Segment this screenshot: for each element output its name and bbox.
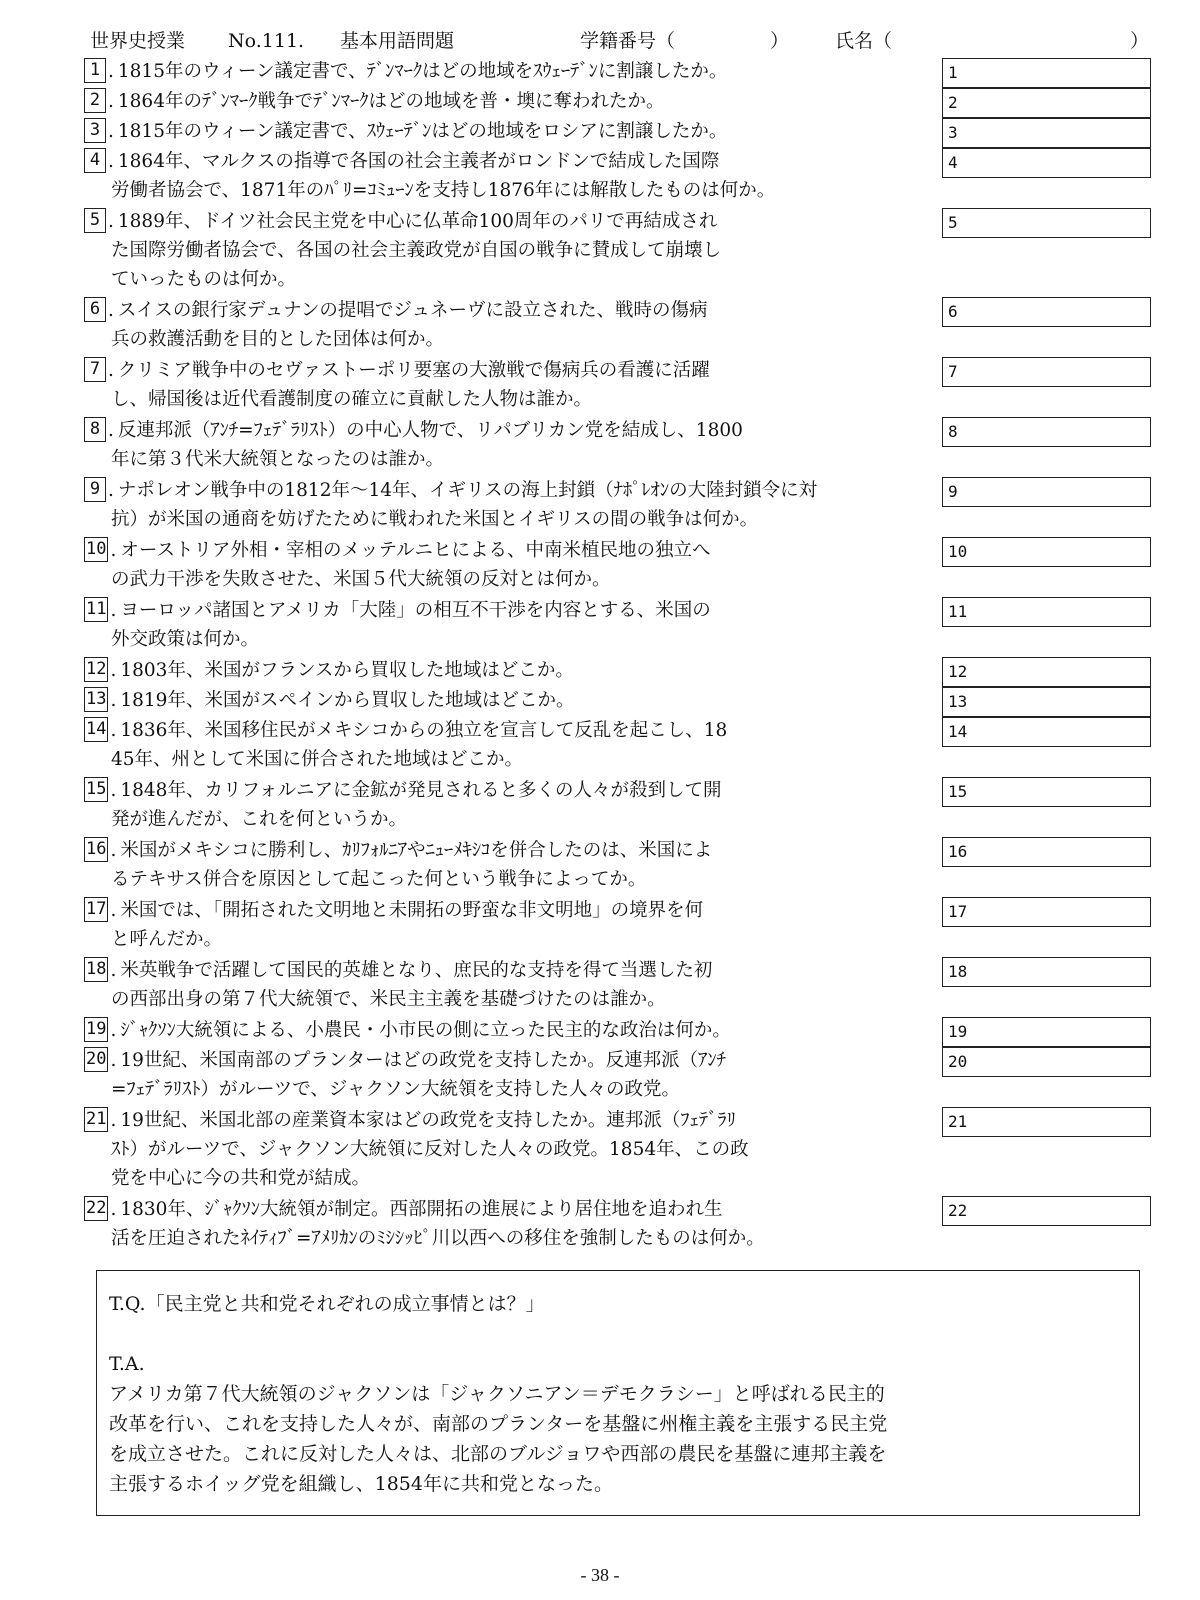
question-number: 5: [84, 208, 106, 233]
question-item: [84, 956, 712, 1014]
question-text: 1815年のウィーン議定書で、ｽｳｪｰﾃﾞﾝはどの地域をロシアに割譲したか。: [117, 121, 728, 142]
answer-box[interactable]: 8: [942, 417, 1151, 447]
course-title: 世界史授業: [90, 30, 186, 52]
question-item: [84, 356, 710, 414]
answer-box[interactable]: 15: [942, 777, 1151, 807]
question-item: [84, 57, 727, 86]
answer-box[interactable]: 5: [942, 208, 1151, 238]
question-number: 14: [84, 717, 108, 742]
question-text: るテキサス併合を原因として起こった何という戦争によってか。: [111, 869, 647, 890]
question-line: [84, 1075, 726, 1104]
tq-box: [96, 1270, 1140, 1516]
question-line: 15 . 1848年、カリフォルニアに金鉱が発見されると多くの人々が殺到して開: [86, 779, 722, 801]
question-text: 1848年、カリフォルニアに金鉱が発見されると多くの人々が殺到して開: [120, 780, 722, 801]
answer-box[interactable]: 1: [942, 58, 1151, 88]
question-text: ヨーロッパ諸国とアメリカ「大陸」の相互不干渉を内容とする、米国の: [120, 600, 711, 621]
answer-box[interactable]: 9: [942, 477, 1151, 507]
question-number: 15: [84, 777, 108, 802]
question-number: 1: [84, 58, 106, 83]
question-line: [84, 865, 712, 894]
question-line: 16 . 米国がメキシコに勝利し、ｶﾘﾌｫﾙﾆｱやﾆｭｰﾒｷｼｺを併合したのは、米国によ: [86, 839, 713, 861]
question-text: 年に第３代米大統領となったのは誰か。: [111, 449, 445, 470]
question-text: し、帰国後は近代看護制度の確立に貢献した人物は誰か。: [111, 389, 593, 410]
question-text: 労働者協会で、1871年のﾊﾟﾘ=ｺﾐｭｰﾝを支持し1876年には解散したものは何か。: [111, 180, 776, 201]
question-item: [84, 776, 722, 834]
question-item: [84, 207, 721, 294]
question-line: 19 . ｼﾞｬｸｿﾝ大統領による、小農民・小市民の側に立った民主的な政治は何か。: [86, 1019, 731, 1041]
question-text: クリミア戦争中のセヴァストーポリ要塞の大激戦で傷病兵の看護に活躍: [117, 360, 710, 381]
answer-box[interactable]: 3: [942, 118, 1151, 148]
question-item: [84, 296, 708, 354]
answer-box[interactable]: 14: [942, 717, 1151, 747]
answer-box[interactable]: 6: [942, 297, 1151, 327]
question-text: =ﾌｪﾃﾞﾗﾘｽﾄ）がルーツで、ジャクソン大統領を支持した人々の政党。: [111, 1079, 681, 1100]
question-number: 16: [84, 837, 108, 862]
question-line: [84, 1135, 749, 1164]
question-line: [84, 805, 722, 834]
question-item: [84, 87, 664, 116]
question-number: 20: [84, 1047, 108, 1072]
question-text: 1830年、ｼﾞｬｸｿﾝ大統領が制定。西部開拓の進展により居住地を追われ生: [120, 1199, 723, 1220]
question-text: 外交政策は何か。: [111, 629, 260, 650]
question-text: 19世紀、米国北部の産業資本家はどの政党を支持したか。連邦派（ﾌｪﾃﾞﾗﾘ: [120, 1110, 736, 1131]
question-line: 10 . オーストリア外相・宰相のメッテルニヒによる、中南米植民地の独立へ: [86, 539, 711, 561]
question-line: [84, 505, 817, 534]
answer-box[interactable]: 21: [942, 1107, 1151, 1137]
question-text: 45年、州として米国に併合された地域はどこか。: [111, 749, 524, 770]
question-line: 14 . 1836年、米国移住民がメキシコからの独立を宣言して反乱を起こし、18: [86, 719, 728, 741]
tq-answer-line: 改革を行い、これを支持した人々が、南部のプランターを基盤に州権主義を主張する民主党: [109, 1413, 888, 1435]
question-item: [84, 536, 711, 594]
question-number: 8: [84, 417, 106, 442]
question-line: [84, 925, 703, 954]
answer-box[interactable]: 22: [942, 1196, 1151, 1226]
question-line: 6 . スイスの銀行家デュナンの提唱でジュネーヴに設立された、戦時の傷病: [84, 296, 708, 325]
question-item: [84, 147, 775, 205]
answer-box[interactable]: 2: [942, 88, 1151, 118]
question-text: 1836年、米国移住民がメキシコからの独立を宣言して反乱を起こし、18: [120, 720, 728, 741]
question-line: 20 . 19世紀、米国南部のプランターはどの政党を支持したか。反連邦派（ｱﾝﾁ: [86, 1049, 726, 1071]
worksheet-header: [90, 26, 1150, 56]
question-line: 18 . 米英戦争で活躍して国民的英雄となり、庶民的な支持を得て当選した初: [86, 959, 713, 981]
student-id-label: 学籍番号（ ）: [580, 30, 790, 52]
question-text: ていったものは何か。: [111, 269, 297, 290]
question-item: [84, 596, 711, 654]
question-text: オーストリア外相・宰相のメッテルニヒによる、中南米植民地の独立へ: [120, 540, 711, 561]
question-item: [84, 117, 727, 146]
question-line: 4 . 1864年、マルクスの指導で各国の社会主義者がロンドンで結成した国際: [84, 147, 775, 176]
question-number: 13: [84, 687, 108, 712]
question-number: 19: [84, 1017, 108, 1042]
tq-answer-label: T.A.: [109, 1353, 145, 1375]
question-text: ｽﾄ）がルーツで、ジャクソン大統領に反対した人々の政党。1854年、この政: [111, 1139, 749, 1160]
question-number: 17: [84, 897, 108, 922]
question-text: ｼﾞｬｸｿﾝ大統領による、小農民・小市民の側に立った民主的な政治は何か。: [120, 1020, 731, 1041]
question-line: 13 . 1819年、米国がスペインから買収した地域はどこか。: [86, 689, 575, 711]
question-text: 米国がメキシコに勝利し、ｶﾘﾌｫﾙﾆｱやﾆｭｰﾒｷｼｺを併合したのは、米国によ: [120, 840, 713, 861]
question-number: 3: [84, 118, 106, 143]
question-line: [84, 325, 708, 354]
question-number: 6: [84, 297, 106, 322]
question-line: [84, 985, 712, 1014]
question-line: [84, 745, 727, 774]
student-name-close: ）: [1130, 30, 1150, 52]
tq-question: T.Q.「民主党と共和党それぞれの成立事情とは？」: [109, 1293, 545, 1315]
answer-box[interactable]: 7: [942, 357, 1151, 387]
question-line: 22 . 1830年、ｼﾞｬｸｿﾝ大統領が制定。西部開拓の進展により居住地を追われ生: [86, 1198, 723, 1220]
question-item: [84, 1106, 749, 1193]
question-text: 1819年、米国がスペインから買収した地域はどこか。: [120, 690, 575, 711]
question-text: 19世紀、米国南部のプランターはどの政党を支持したか。反連邦派（ｱﾝﾁ: [120, 1050, 726, 1071]
question-line: [84, 236, 721, 265]
answer-box[interactable]: 17: [942, 897, 1151, 927]
question-line: 7 . クリミア戦争中のセヴァストーポリ要塞の大激戦で傷病兵の看護に活躍: [84, 356, 710, 385]
question-text: と呼んだか。: [111, 929, 223, 950]
question-text: 米国では、「開拓された文明地と未開拓の野蛮な非文明地」の境界を何: [120, 900, 704, 921]
question-line: 8 . 反連邦派（ｱﾝﾁ=ﾌｪﾃﾞﾗﾘｽﾄ）の中心人物で、リパブリカン党を結成し、1800: [84, 416, 743, 445]
question-text: の西部出身の第７代大統領で、米民主主義を基礎づけたのは誰か。: [111, 989, 666, 1010]
question-line: 12 . 1803年、米国がフランスから買収した地域はどこか。: [86, 659, 574, 681]
question-text: た国際労働者協会で、各国の社会主義政党が自国の戦争に賛成して崩壊し: [111, 240, 722, 261]
question-number: 21: [84, 1107, 108, 1132]
answer-box[interactable]: 20: [942, 1047, 1151, 1077]
answer-box[interactable]: 11: [942, 597, 1151, 627]
question-item: [84, 896, 703, 954]
question-line: 5 . 1889年、ドイツ社会民主党を中心に仏革命100周年のパリで再結成され: [84, 207, 721, 236]
question-text: 反連邦派（ｱﾝﾁ=ﾌｪﾃﾞﾗﾘｽﾄ）の中心人物で、リパブリカン党を結成し、1800: [117, 420, 743, 441]
question-item: [84, 716, 727, 774]
question-line: [84, 625, 711, 654]
question-line: 21 . 19世紀、米国北部の産業資本家はどの政党を支持したか。連邦派（ﾌｪﾃﾞﾗﾘ: [86, 1109, 736, 1131]
question-number: 22: [84, 1196, 108, 1221]
question-line: 17 . 米国では、「開拓された文明地と未開拓の野蛮な非文明地」の境界を何: [86, 899, 704, 921]
question-line: 2 . 1864年のﾃﾞﾝﾏｰｸ戦争でﾃﾞﾝﾏｰｸはどの地域を普・墺に奪われたか。: [84, 87, 664, 116]
question-text: 1815年のウィーン議定書で、ﾃﾞﾝﾏｰｸはどの地域をｽｳｪｰﾃﾞﾝに割譲したか。: [117, 61, 728, 82]
question-number: 2: [84, 88, 106, 113]
question-text: 1803年、米国がフランスから買収した地域はどこか。: [120, 660, 574, 681]
question-text: 1864年、マルクスの指導で各国の社会主義者がロンドンで結成した国際: [117, 151, 720, 172]
answer-box[interactable]: 10: [942, 537, 1151, 567]
question-number: 4: [84, 148, 106, 173]
question-line: 9 . ナポレオン戦争中の1812年～14年、イギリスの海上封鎖（ﾅﾎﾟﾚｵﾝの大陸封鎖令に対: [84, 476, 817, 505]
question-line: 3 . 1815年のウィーン議定書で、ｽｳｪｰﾃﾞﾝはどの地域をロシアに割譲したか。: [84, 117, 727, 146]
question-line: [84, 176, 775, 205]
question-item: [84, 656, 574, 685]
question-text: 1889年、ドイツ社会民主党を中心に仏革命100周年のパリで再結成され: [117, 211, 718, 232]
question-item: [84, 1016, 731, 1045]
question-item: [84, 476, 817, 534]
answer-box[interactable]: 19: [942, 1017, 1151, 1047]
answer-box[interactable]: 18: [942, 957, 1151, 987]
question-text: 米英戦争で活躍して国民的英雄となり、庶民的な支持を得て当選した初: [120, 960, 713, 981]
tq-answer-line: を成立させた。これに反対した人々は、北部のブルジョワや西部の農民を基盤に連邦主義を: [109, 1443, 887, 1465]
question-line: [84, 565, 711, 594]
answer-box[interactable]: 12: [942, 657, 1151, 687]
question-text: の武力干渉を失敗させた、米国５代大統領の反対とは何か。: [111, 569, 611, 590]
question-item: [84, 836, 712, 894]
answer-box[interactable]: 4: [942, 148, 1151, 178]
question-line: [84, 1164, 749, 1193]
student-name-label: 氏名（: [835, 30, 893, 52]
question-number: 18: [84, 957, 108, 982]
question-line: [84, 1224, 765, 1253]
question-text: 抗）が米国の通商を妨げたために戦われた米国とイギリスの間の戦争は何か。: [111, 509, 759, 530]
question-number: 11: [84, 597, 108, 622]
question-item: [84, 1046, 726, 1104]
question-text: 党を中心に今の共和党が結成。: [111, 1168, 371, 1189]
question-text: スイスの銀行家デュナンの提唱でジュネーヴに設立された、戦時の傷病: [117, 300, 708, 321]
question-item: [84, 416, 743, 474]
tq-answer-line: 主張するホイッグ党を組織し、1854年に共和党となった。: [109, 1473, 613, 1495]
question-number: 7: [84, 357, 106, 382]
question-text: ナポレオン戦争中の1812年～14年、イギリスの海上封鎖（ﾅﾎﾟﾚｵﾝの大陸封鎖令に対: [117, 480, 818, 501]
question-line: [84, 445, 743, 474]
question-text: 活を圧迫されたﾈｲﾃｨﾌﾞ=ｱﾒﾘｶﾝのﾐｼｼｯﾋﾟ川以西への移住を強制したものは何か。: [111, 1228, 765, 1249]
question-line: 1 . 1815年のウィーン議定書で、ﾃﾞﾝﾏｰｸはどの地域をｽｳｪｰﾃﾞﾝに割譲したか。: [84, 57, 727, 86]
question-line: 11 . ヨーロッパ諸国とアメリカ「大陸」の相互不干渉を内容とする、米国の: [86, 599, 711, 621]
question-line: [84, 265, 721, 294]
question-text: 発が進んだが、これを何というか。: [111, 809, 408, 830]
question-number: 10: [84, 537, 108, 562]
question-item: [84, 686, 574, 715]
worksheet-number: No.111.: [228, 30, 305, 52]
answer-box[interactable]: 16: [942, 837, 1151, 867]
question-number: 12: [84, 657, 108, 682]
question-item: [84, 1195, 765, 1253]
question-text: 1864年のﾃﾞﾝﾏｰｸ戦争でﾃﾞﾝﾏｰｸはどの地域を普・墺に奪われたか。: [117, 91, 665, 112]
question-text: 兵の救護活動を目的とした団体は何か。: [111, 329, 445, 350]
question-line: [84, 385, 710, 414]
answer-box[interactable]: 13: [942, 687, 1151, 717]
worksheet-subject: 基本用語問題: [340, 30, 455, 52]
question-number: 9: [84, 477, 106, 502]
tq-answer-line: アメリカ第７代大統領のジャクソンは「ジャクソニアン＝デモクラシー」と呼ばれる民主的: [109, 1383, 885, 1405]
page-number: - 38 -: [580, 1565, 620, 1585]
